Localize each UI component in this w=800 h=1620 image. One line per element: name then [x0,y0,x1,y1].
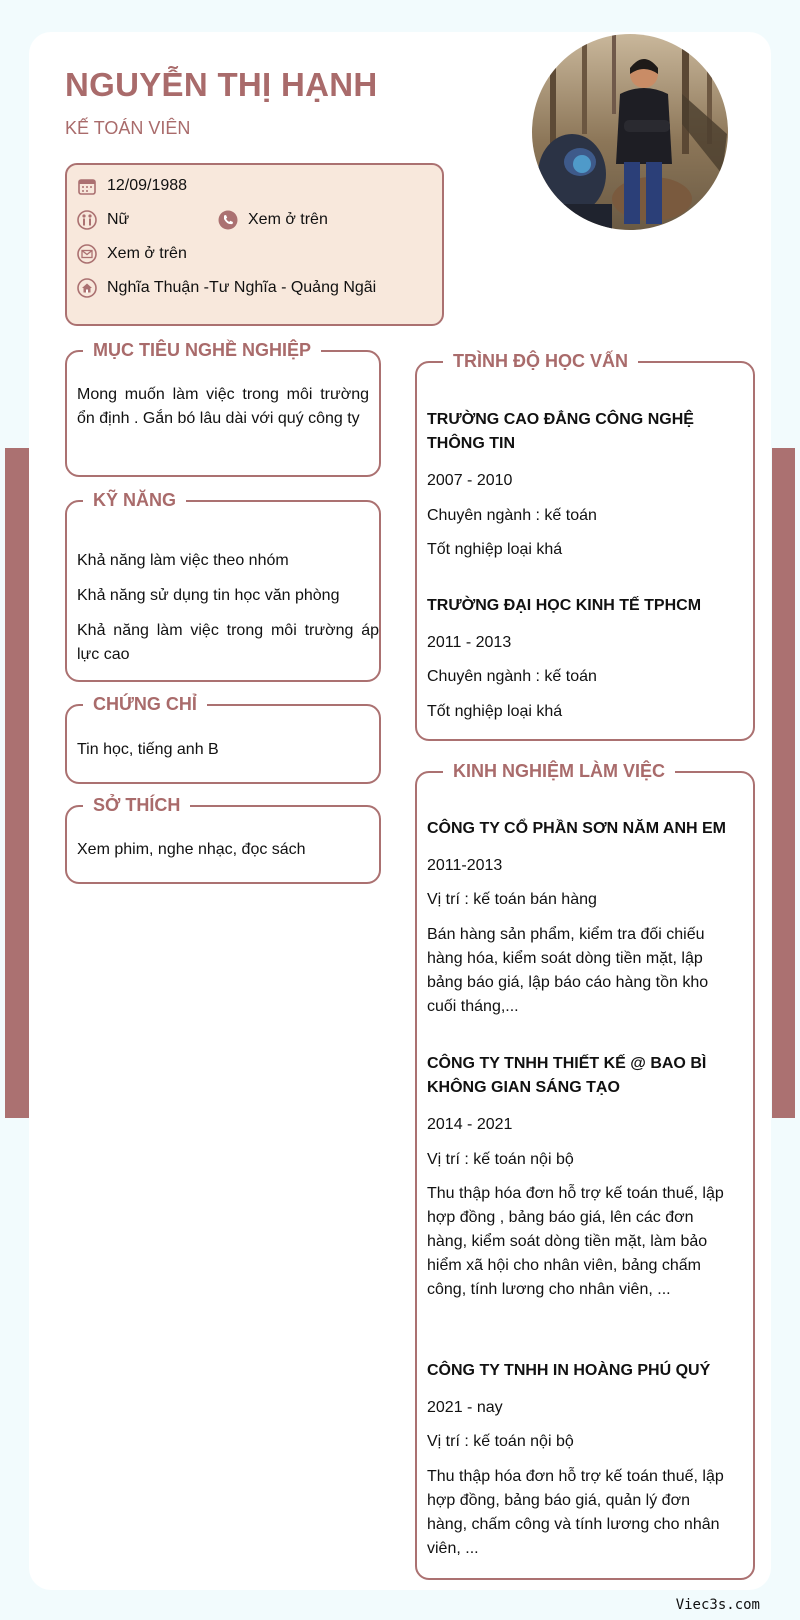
phone-icon [218,210,238,230]
experience-position: Vị trí : kế toán nội bộ [427,1433,574,1450]
education-grade: Tốt nghiệp loại khá [427,541,563,558]
gender-icon [77,210,97,230]
address-value: Nghĩa Thuận -Tư Nghĩa - Quảng Ngãi [107,279,377,296]
birthday-row [77,176,187,196]
experience-years: 2014 - 2021 [427,1116,513,1133]
skills-section [65,490,381,682]
birthday-value: 12/09/1988 [107,177,188,194]
education-major: Chuyên ngành : kế toán [427,668,597,685]
experience-description: Thu thập hóa đơn hỗ trợ kế toán thuế, lập hợp đồng, bảng báo giá, quản lý đơn hàng, chấm công và tính lương cho nhân viên, ... [427,1468,724,1557]
certificates-text: Tin học, tiếng anh B [77,741,219,758]
hobbies-title: SỞ THÍCH [83,792,190,818]
phone-value: Xem ở trên [248,211,328,228]
hobbies-text: Xem phim, nghe nhạc, đọc sách [77,841,306,858]
certificates-section [65,694,381,784]
experience-section [415,761,755,1580]
watermark-text: Viec3s.com [675,1597,760,1613]
education-school: TRƯỜNG ĐẠI HỌC KINH TẾ TPHCM [427,597,702,614]
education-years: 2007 - 2010 [427,472,513,489]
certificates-title: CHỨNG CHỈ [83,691,207,717]
experience-years: 2021 - nay [427,1399,503,1416]
education-grade: Tốt nghiệp loại khá [427,703,563,720]
experience-years: 2011-2013 [427,857,503,874]
experience-title: KINH NGHIỆM LÀM VIỆC [443,758,675,784]
objective-title: MỤC TIÊU NGHỀ NGHIỆP [83,337,321,363]
education-section [415,351,755,741]
left-accent-band [5,448,29,1118]
email-value: Xem ở trên [107,245,187,262]
phone-row [218,210,328,230]
objective-text: Mong muốn làm việc trong môi trường ổn định . Gắn bó lâu dài với quý công ty [77,386,369,427]
candidate-name: NGUYỄN THỊ HẠNH [65,66,378,103]
hobbies-section [65,795,381,884]
education-school: TRƯỜNG CAO ĐẲNG CÔNG NGHỆ THÔNG TIN [427,411,694,452]
experience-company: CÔNG TY TNHH IN HOÀNG PHÚ QUÝ [427,1362,711,1379]
education-title: TRÌNH ĐỘ HỌC VẤN [443,348,638,374]
address-row [77,278,376,298]
gender-row [77,210,129,230]
education-years: 2011 - 2013 [427,634,512,651]
home-icon [77,278,97,298]
skill-item: Khả năng làm việc trong môi trường áp lực cao [77,622,379,663]
right-accent-band [772,448,795,1118]
skills-title: KỸ NĂNG [83,487,186,513]
gender-value: Nữ [107,211,130,228]
experience-company: CÔNG TY TNHH THIẾT KẾ @ BAO BÌ KHÔNG GIAN SÁNG TẠO [427,1055,707,1096]
experience-description: Bán hàng sản phẩm, kiểm tra đối chiếu hàng hóa, kiểm soát dòng tiền mặt, lập bảng báo giá, lập báo cáo hàng tồn kho cuối tháng,... [427,926,709,1015]
objective-section [65,340,381,477]
experience-position: Vị trí : kế toán bán hàng [427,891,597,908]
experience-description: Thu thập hóa đơn hỗ trợ kế toán thuế, lập hợp đồng , bảng báo giá, lên các đơn hàng, kiểm soát dòng tiền mặt, làm bảo hiểm xã hội cho nhân viên, bảng chấm công, tính lương cho nhân viên, ... [427,1185,724,1298]
job-title: KẾ TOÁN VIÊN [65,118,191,138]
email-row [77,244,187,264]
skill-item: Khả năng làm việc theo nhóm [77,552,289,569]
experience-position: Vị trí : kế toán nội bộ [427,1151,574,1168]
calendar-icon [77,176,97,196]
education-major: Chuyên ngành : kế toán [427,507,597,524]
experience-company: CÔNG TY CỔ PHẦN SƠN NĂM ANH EM [427,820,726,837]
email-icon [77,244,97,264]
skill-item: Khả năng sử dụng tin học văn phòng [77,587,340,604]
profile-photo [532,34,728,230]
